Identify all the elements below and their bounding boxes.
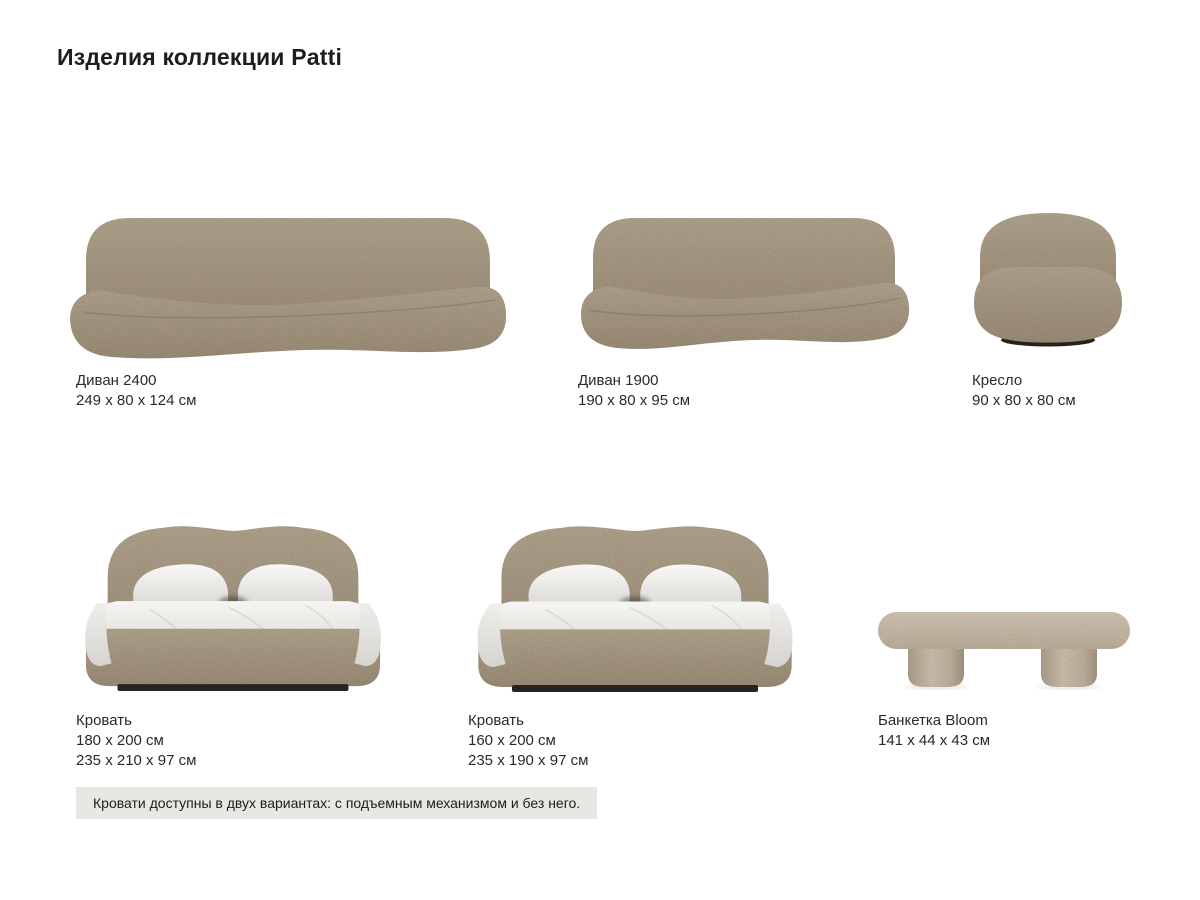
product-dimensions: 249 x 80 x 124 см — [76, 392, 197, 409]
beds-variants-note: Кровати доступны в двух вариантах: с подъемным механизмом и без него. — [76, 787, 597, 819]
bed-180-illustration — [80, 520, 386, 693]
product-label-bench-bloom — [878, 711, 990, 751]
product-label-sofa-1900 — [578, 371, 690, 411]
product-name: Банкетка Bloom — [878, 712, 988, 729]
product-label-sofa-2400 — [76, 371, 196, 411]
page-title: Изделия коллекции Patti — [57, 44, 343, 70]
product-label-bed-180 — [76, 711, 196, 771]
product-dimensions: 160 x 200 см — [468, 732, 556, 749]
product-dimensions: 90 x 80 x 80 см — [972, 392, 1076, 409]
sofa-1900-illustration — [577, 212, 911, 356]
product-image-sofa-1900 — [577, 212, 911, 356]
armchair-illustration — [972, 211, 1124, 353]
product-dimensions: 180 x 200 см — [76, 732, 164, 749]
product-image-sofa-2400 — [66, 212, 510, 362]
product-name: Кресло — [972, 372, 1023, 389]
product-dimensions: 141 x 44 x 43 см — [878, 732, 991, 749]
product-name: Диван 1900 — [578, 372, 659, 389]
product-name: Кровать — [76, 712, 132, 729]
product-dimensions: 235 x 210 x 97 см — [76, 752, 197, 769]
product-dimensions: 235 x 190 x 97 см — [468, 752, 589, 769]
bed-160-illustration — [472, 520, 798, 694]
product-image-armchair — [972, 211, 1124, 353]
product-image-bed-180 — [80, 520, 386, 693]
product-label-armchair — [972, 371, 1076, 411]
product-name: Кровать — [468, 712, 524, 729]
product-name: Диван 2400 — [76, 372, 157, 389]
product-image-bed-160 — [472, 520, 798, 694]
sofa-2400-illustration — [66, 212, 510, 362]
product-dimensions: 190 x 80 x 95 см — [578, 392, 691, 409]
bench-bloom-illustration — [876, 610, 1134, 690]
product-image-bench-bloom — [876, 610, 1134, 690]
product-label-bed-160 — [468, 711, 588, 771]
